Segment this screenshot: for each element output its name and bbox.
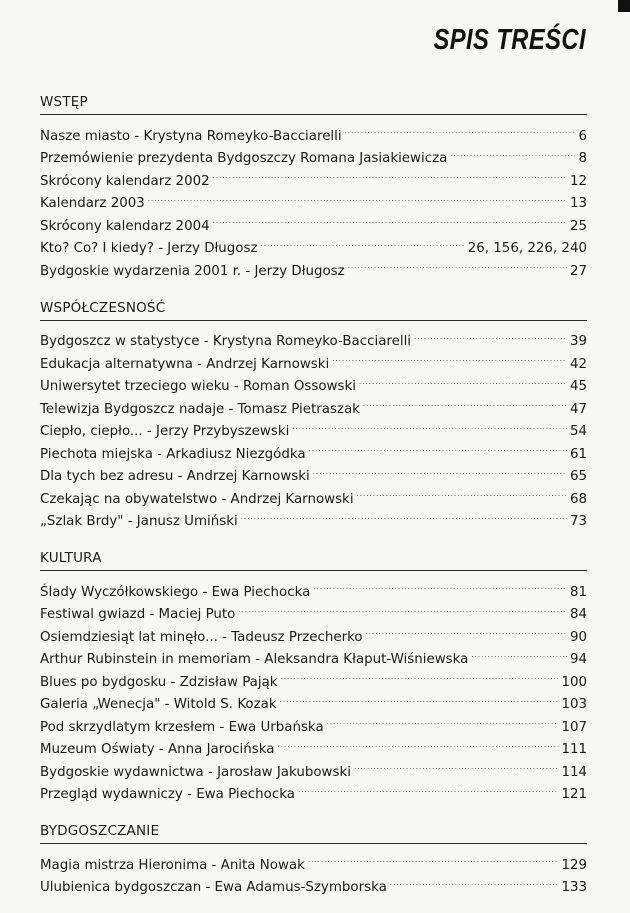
- entry-title: Przemówienie prezydenta Bydgoszczy Romana Jasiakiewicza: [40, 151, 448, 166]
- entry-page-number: 81: [569, 584, 587, 600]
- dot-leader: [281, 663, 559, 686]
- entry-page-number: 27: [569, 263, 587, 279]
- section-heading: BYDGOSZCZANIE: [40, 820, 587, 844]
- dot-leader: [366, 618, 567, 641]
- dot-leader: [363, 390, 567, 413]
- dot-leader: [471, 641, 567, 664]
- dot-leader: [359, 368, 567, 391]
- dot-leader: [277, 731, 558, 754]
- toc-entry: [40, 117, 587, 144]
- entry-title: Kalendarz 2003: [40, 196, 145, 211]
- dot-leader: [313, 458, 567, 481]
- dot-leader: [148, 185, 567, 208]
- dot-leader: [414, 323, 567, 346]
- entry-page-number: 90: [569, 629, 587, 645]
- entry-title: Ulubienica bydgoszczan - Ewa Adamus-Szymborska: [40, 880, 387, 895]
- dot-leader: [450, 140, 575, 163]
- entry-title: Ślady Wyczółkowskiego - Ewa Piechocka: [40, 584, 311, 600]
- dot-leader: [213, 162, 567, 185]
- entry-page-number: 68: [569, 491, 587, 507]
- entry-page-number: 54: [569, 424, 587, 439]
- entry-page-number: 45: [569, 379, 587, 394]
- entry-page-number: 107: [561, 719, 587, 735]
- entry-title: Arthur Rubinstein in memoriam - Aleksandra Kłaput-Wiśniewska: [40, 652, 469, 667]
- entry-title: Blues po bydgosku - Zdzisław Pająk: [40, 674, 278, 690]
- dot-leader: [298, 776, 558, 799]
- entry-page-number: 8: [578, 151, 587, 166]
- toc-section: [40, 297, 587, 529]
- entry-title: Czekając na obywatelstwo - Andrzej Karnowski: [40, 491, 354, 507]
- entry-title: Kto? Co? I kiedy? - Jerzy Długosz: [40, 241, 258, 256]
- dot-leader: [308, 846, 559, 869]
- dot-leader: [238, 596, 567, 619]
- entry-page-number: 13: [569, 196, 587, 211]
- entry-title: Skrócony kalendarz 2004: [40, 218, 210, 234]
- entry-page-number: 25: [569, 218, 587, 234]
- entry-page-number: 47: [569, 401, 587, 417]
- entry-title: Uniwersytet trzeciego wieku - Roman Ossowski: [40, 379, 356, 394]
- toc-section: [40, 820, 587, 895]
- toc-entry: [40, 323, 587, 349]
- entry-page-number: 61: [569, 446, 587, 462]
- toc-section: [40, 91, 587, 279]
- dot-leader: [280, 686, 559, 709]
- section-heading: KULTURA: [40, 547, 587, 571]
- entry-page-number: 26, 156, 226, 240: [467, 241, 587, 256]
- dot-leader: [327, 708, 559, 731]
- dot-leader: [309, 435, 567, 458]
- dot-leader: [213, 207, 567, 230]
- entry-title: Pod skrzydlatym krzesłem - Ewa Urbańska: [40, 719, 324, 735]
- entry-page-number: 129: [561, 857, 587, 873]
- entry-title: Osiemdziesiąt lat minęło... - Tadeusz Przecherko: [40, 629, 363, 645]
- toc-section: [40, 547, 587, 802]
- toc-entry: [40, 846, 587, 873]
- entry-title: Edukacja alternatywna - Andrzej Karnowski: [40, 356, 330, 372]
- entry-title: Piechota miejska - Arkadiusz Niezgódka: [40, 446, 306, 462]
- entry-title: Telewizja Bydgoszcz nadaje - Tomasz Pietraszak: [40, 401, 360, 417]
- table-of-contents: [40, 91, 587, 913]
- dot-leader: [348, 252, 567, 275]
- page-title: SPIS TREŚCI: [433, 24, 586, 56]
- dot-leader: [292, 413, 567, 436]
- dot-leader: [261, 230, 465, 253]
- entry-title: Ciepło, ciepło... - Jerzy Przybyszewski: [40, 424, 290, 439]
- entry-page-number: 94: [569, 652, 587, 667]
- entry-page-number: 39: [569, 334, 587, 349]
- entry-page-number: 100: [561, 674, 587, 690]
- dot-leader: [345, 117, 576, 140]
- toc-entry: [40, 573, 587, 600]
- corner-mark: [618, 0, 630, 12]
- entry-page-number: 42: [569, 356, 587, 372]
- section-heading: WSPÓŁCZESNOŚĆ: [40, 297, 587, 321]
- entry-page-number: 6: [578, 128, 587, 144]
- entry-title: Galeria „Wenecja" - Witold S. Kozak: [40, 697, 277, 712]
- dot-leader: [390, 869, 559, 892]
- entry-title: Festiwal gwiazd - Maciej Puto: [40, 607, 236, 622]
- section-heading: WSTĘP: [40, 91, 587, 115]
- entry-page-number: 103: [561, 697, 587, 712]
- entry-page-number: 121: [561, 787, 587, 802]
- dot-leader: [313, 573, 567, 596]
- entry-page-number: 73: [569, 514, 587, 529]
- dot-leader: [241, 503, 567, 526]
- entry-title: Bydgoszcz w statystyce - Krystyna Romeyko-Bacciarelli: [40, 334, 412, 349]
- entry-page-number: 65: [569, 469, 587, 484]
- entry-page-number: 133: [561, 880, 587, 895]
- entry-title: Przegląd wydawniczy - Ewa Piechocka: [40, 787, 295, 802]
- entry-title: Muzeum Oświaty - Anna Jarocińska: [40, 742, 275, 757]
- dot-leader: [357, 480, 567, 503]
- dot-leader: [354, 753, 558, 776]
- entry-page-number: 84: [569, 607, 587, 622]
- entry-page-number: 114: [561, 764, 587, 780]
- entry-title: Nasze miasto - Krystyna Romeyko-Bacciarelli: [40, 128, 342, 144]
- entry-page-number: 111: [561, 742, 587, 757]
- entry-title: „Szlak Brdy" - Janusz Umiński: [40, 514, 238, 529]
- entry-title: Skrócony kalendarz 2002: [40, 173, 210, 189]
- entry-page-number: 12: [569, 173, 587, 189]
- entry-title: Bydgoskie wydawnictwa - Jarosław Jakubowski: [40, 764, 351, 780]
- entry-title: Magia mistrza Hieronima - Anita Nowak: [40, 857, 305, 873]
- entry-title: Bydgoskie wydarzenia 2001 r. - Jerzy Długosz: [40, 263, 345, 279]
- dot-leader: [332, 345, 567, 368]
- entry-title: Dla tych bez adresu - Andrzej Karnowski: [40, 469, 310, 484]
